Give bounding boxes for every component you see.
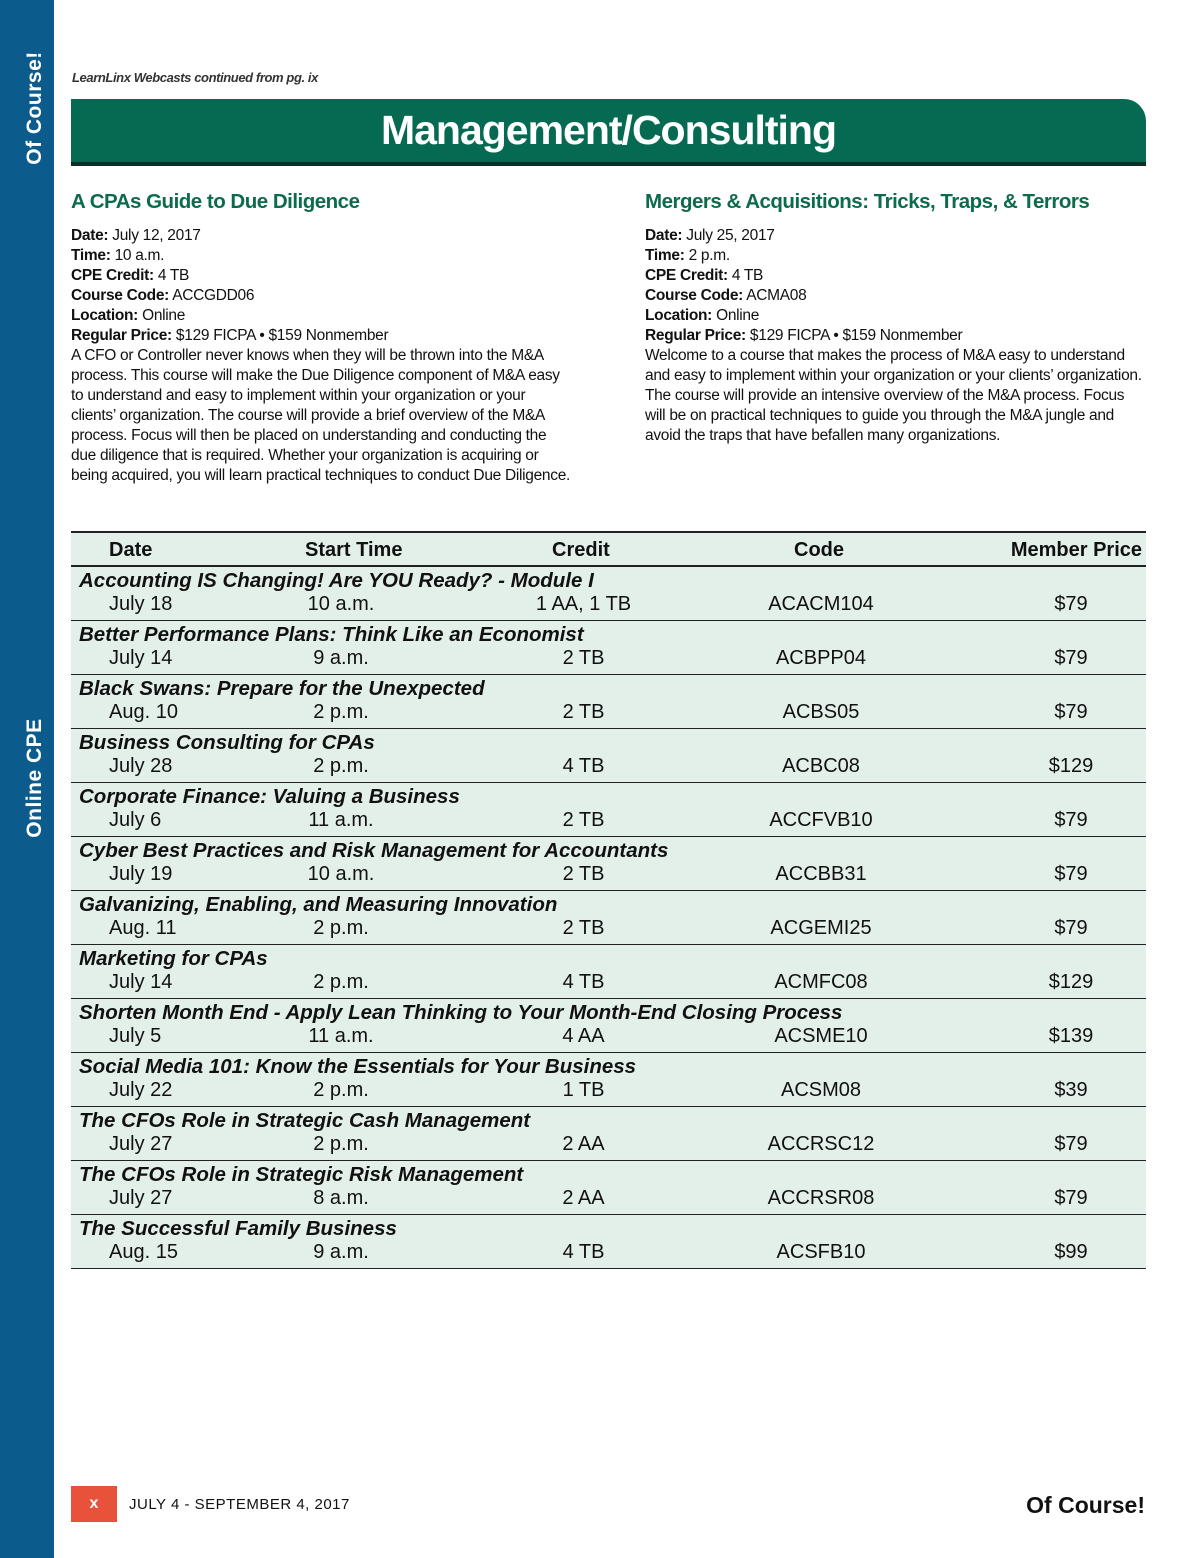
row-title: Business Consulting for CPAs bbox=[79, 731, 375, 754]
time-value: 10 a.m. bbox=[114, 247, 165, 264]
course-block bbox=[71, 190, 571, 486]
row-start-time: 8 a.m. bbox=[313, 1187, 369, 1209]
row-credit: 2 TB bbox=[562, 647, 605, 669]
location-value: Online bbox=[142, 307, 186, 324]
header-start-time: Start Time bbox=[305, 539, 403, 561]
row-date: July 14 bbox=[109, 971, 173, 993]
course-code bbox=[645, 286, 1145, 306]
row-start-time: 2 p.m. bbox=[313, 1133, 369, 1155]
row-price: $79 bbox=[1054, 701, 1088, 723]
course-code bbox=[71, 286, 571, 306]
row-credit: 4 TB bbox=[562, 755, 605, 777]
row-date: July 28 bbox=[109, 755, 173, 777]
table-row bbox=[71, 621, 1146, 675]
row-code: ACCFVB10 bbox=[769, 809, 873, 831]
row-price: $99 bbox=[1054, 1241, 1088, 1263]
page-number: x bbox=[89, 1495, 99, 1512]
header-date: Date bbox=[109, 539, 153, 561]
course-price bbox=[645, 326, 1145, 346]
row-date: Aug. 11 bbox=[109, 917, 177, 939]
sidebar-top-label: Of Course! bbox=[23, 51, 46, 165]
table-row bbox=[71, 783, 1146, 837]
row-code: ACSME10 bbox=[774, 1025, 868, 1047]
row-title: Shorten Month End - Apply Lean Thinking to Your Month-End Closing Process bbox=[79, 1001, 843, 1024]
row-date: July 22 bbox=[109, 1079, 173, 1101]
table-row bbox=[71, 729, 1146, 783]
row-credit: 2 TB bbox=[562, 917, 605, 939]
cpe-label: CPE Credit: bbox=[645, 267, 728, 284]
course-date bbox=[71, 226, 571, 246]
row-date: July 27 bbox=[109, 1133, 173, 1155]
row-date: July 14 bbox=[109, 647, 173, 669]
row-date: July 18 bbox=[109, 593, 173, 615]
price-label: Regular Price: bbox=[71, 327, 172, 344]
row-price: $79 bbox=[1054, 647, 1088, 669]
page-number-box bbox=[71, 1486, 117, 1522]
table-row bbox=[71, 945, 1146, 999]
section-title: Management/Consulting bbox=[380, 107, 837, 153]
header-member-price: Member Price bbox=[1010, 539, 1142, 561]
row-start-time: 2 p.m. bbox=[313, 971, 369, 993]
row-code: ACCRSC12 bbox=[767, 1133, 875, 1155]
row-title: Corporate Finance: Valuing a Business bbox=[79, 785, 460, 808]
row-title: The Successful Family Business bbox=[79, 1217, 397, 1240]
sidebar bbox=[0, 0, 54, 1558]
row-title: Cyber Best Practices and Risk Management for Accountants bbox=[79, 839, 669, 862]
row-start-time: 10 a.m. bbox=[307, 863, 375, 885]
table-row bbox=[71, 567, 1146, 621]
row-title: The CFOs Role in Strategic Cash Management bbox=[79, 1109, 531, 1132]
row-date: July 6 bbox=[109, 809, 162, 831]
course-description: Welcome to a course that makes the process of M&A easy to understand and easy to implement within your organization or your clients’ organization. The course will provide an intensive overview of the M&A process. Focus will be on practical techniques to guide you through the M&A jungle and avoid the traps that have befallen many organizations. bbox=[645, 347, 1142, 444]
row-code: ACBPP04 bbox=[775, 647, 867, 669]
date-value: July 25, 2017 bbox=[686, 227, 775, 244]
course-date bbox=[645, 226, 1145, 246]
row-date: July 5 bbox=[109, 1025, 162, 1047]
row-price: $79 bbox=[1054, 593, 1088, 615]
table-row bbox=[71, 675, 1146, 729]
course-title: A CPAs Guide to Due Diligence bbox=[71, 190, 360, 213]
cpe-value: 4 TB bbox=[157, 267, 190, 284]
row-credit: 4 TB bbox=[562, 1241, 605, 1263]
row-price: $79 bbox=[1054, 809, 1088, 831]
row-code: ACACM104 bbox=[768, 593, 874, 615]
row-code: ACBS05 bbox=[782, 701, 860, 723]
row-price: $79 bbox=[1054, 1133, 1088, 1155]
row-price: $129 bbox=[1048, 971, 1094, 993]
header-credit: Credit bbox=[552, 539, 610, 561]
row-credit: 2 AA bbox=[562, 1187, 605, 1209]
row-price: $79 bbox=[1054, 1187, 1088, 1209]
course-time bbox=[71, 246, 571, 266]
row-price: $79 bbox=[1054, 863, 1088, 885]
row-title: The CFOs Role in Strategic Risk Management bbox=[79, 1163, 524, 1186]
table-body bbox=[71, 567, 1146, 1269]
course-location bbox=[71, 306, 571, 326]
course-cpe bbox=[71, 266, 571, 286]
row-title: Black Swans: Prepare for the Unexpected bbox=[79, 677, 485, 700]
time-label: Time: bbox=[645, 247, 685, 264]
price-label: Regular Price: bbox=[645, 327, 746, 344]
location-label: Location: bbox=[71, 307, 139, 324]
code-label: Course Code: bbox=[71, 287, 170, 304]
row-title: Better Performance Plans: Think Like an Economist bbox=[79, 623, 584, 646]
row-credit: 2 TB bbox=[562, 863, 605, 885]
row-start-time: 9 a.m. bbox=[313, 1241, 369, 1263]
location-value: Online bbox=[716, 307, 760, 324]
cpe-value: 4 TB bbox=[731, 267, 764, 284]
table-row bbox=[71, 1053, 1146, 1107]
row-start-time: 2 p.m. bbox=[313, 701, 369, 723]
price-value: $129 FICPA • $159 Nonmember bbox=[175, 327, 389, 344]
code-label: Course Code: bbox=[645, 287, 744, 304]
row-price: $139 bbox=[1048, 1025, 1094, 1047]
course-description: A CFO or Controller never knows when they will be thrown into the M&A process. This course will make the Due Diligence component of M&A easy to understand and easy to implement within your organization or your clients’ organization. The course will provide a brief overview of the M&A process. Focus will then be placed on understanding and conducting the due diligence that is required. Whether your organization is acquiring or being acquired, you will learn practical techniques to conduct Due Diligence. bbox=[71, 347, 571, 484]
table-row bbox=[71, 999, 1146, 1053]
date-label: Date: bbox=[645, 227, 683, 244]
row-credit: 1 TB bbox=[562, 1079, 605, 1101]
schedule-table bbox=[71, 531, 1146, 1269]
row-price: $129 bbox=[1048, 755, 1094, 777]
row-code: ACCRSR08 bbox=[767, 1187, 875, 1209]
row-start-time: 10 a.m. bbox=[307, 593, 375, 615]
row-code: ACMFC08 bbox=[774, 971, 868, 993]
date-value: July 12, 2017 bbox=[112, 227, 201, 244]
row-credit: 2 TB bbox=[562, 809, 605, 831]
course-price bbox=[71, 326, 571, 346]
row-title: Social Media 101: Know the Essentials for Your Business bbox=[79, 1055, 637, 1078]
row-credit: 2 TB bbox=[562, 701, 605, 723]
row-start-time: 9 a.m. bbox=[313, 647, 369, 669]
row-credit: 2 AA bbox=[562, 1133, 605, 1155]
row-price: $39 bbox=[1054, 1079, 1088, 1101]
footer-date-range: JULY 4 - SEPTEMBER 4, 2017 bbox=[129, 1496, 350, 1513]
section-banner bbox=[71, 99, 1146, 166]
continued-note: LearnLinx Webcasts continued from pg. ix bbox=[72, 70, 318, 85]
table-row bbox=[71, 1215, 1146, 1269]
row-price: $79 bbox=[1054, 917, 1088, 939]
row-start-time: 2 p.m. bbox=[313, 1079, 369, 1101]
price-value: $129 FICPA • $159 Nonmember bbox=[749, 327, 963, 344]
row-title: Marketing for CPAs bbox=[79, 947, 268, 970]
footer-brand: Of Course! bbox=[1026, 1492, 1145, 1518]
row-credit: 4 TB bbox=[562, 971, 605, 993]
row-credit: 1 AA, 1 TB bbox=[535, 593, 632, 615]
row-code: ACBC08 bbox=[782, 755, 860, 777]
row-date: Aug. 15 bbox=[109, 1241, 178, 1263]
table-header bbox=[71, 533, 1146, 567]
row-title: Galvanizing, Enabling, and Measuring Innovation bbox=[79, 893, 558, 916]
row-start-time: 11 a.m. bbox=[308, 809, 374, 831]
table-row bbox=[71, 1107, 1146, 1161]
header-code: Code bbox=[794, 539, 844, 561]
code-value: ACCGDD06 bbox=[172, 287, 255, 304]
row-code: ACCBB31 bbox=[775, 863, 867, 885]
course-time bbox=[645, 246, 1145, 266]
sidebar-section-label: Online CPE bbox=[23, 718, 46, 838]
cpe-label: CPE Credit: bbox=[71, 267, 154, 284]
row-date: July 27 bbox=[109, 1187, 173, 1209]
row-start-time: 2 p.m. bbox=[313, 755, 369, 777]
table-row bbox=[71, 1161, 1146, 1215]
table-row bbox=[71, 891, 1146, 945]
time-label: Time: bbox=[71, 247, 111, 264]
code-value: ACMA08 bbox=[746, 287, 807, 304]
course-cpe bbox=[645, 266, 1145, 286]
row-code: ACSFB10 bbox=[776, 1241, 866, 1263]
table-row bbox=[71, 837, 1146, 891]
course-location bbox=[645, 306, 1145, 326]
course-title: Mergers & Acquisitions: Tricks, Traps, & Terrors bbox=[645, 190, 1090, 213]
row-title: Accounting IS Changing! Are YOU Ready? - Module I bbox=[79, 569, 594, 592]
row-date: July 19 bbox=[109, 863, 173, 885]
row-start-time: 11 a.m. bbox=[308, 1025, 374, 1047]
row-date: Aug. 10 bbox=[109, 701, 178, 723]
row-credit: 4 AA bbox=[562, 1025, 605, 1047]
course-block bbox=[645, 190, 1145, 446]
row-code: ACGEMI25 bbox=[770, 917, 872, 939]
row-start-time: 2 p.m. bbox=[313, 917, 369, 939]
date-label: Date: bbox=[71, 227, 109, 244]
location-label: Location: bbox=[645, 307, 713, 324]
time-value: 2 p.m. bbox=[688, 247, 730, 264]
row-code: ACSM08 bbox=[780, 1079, 862, 1101]
